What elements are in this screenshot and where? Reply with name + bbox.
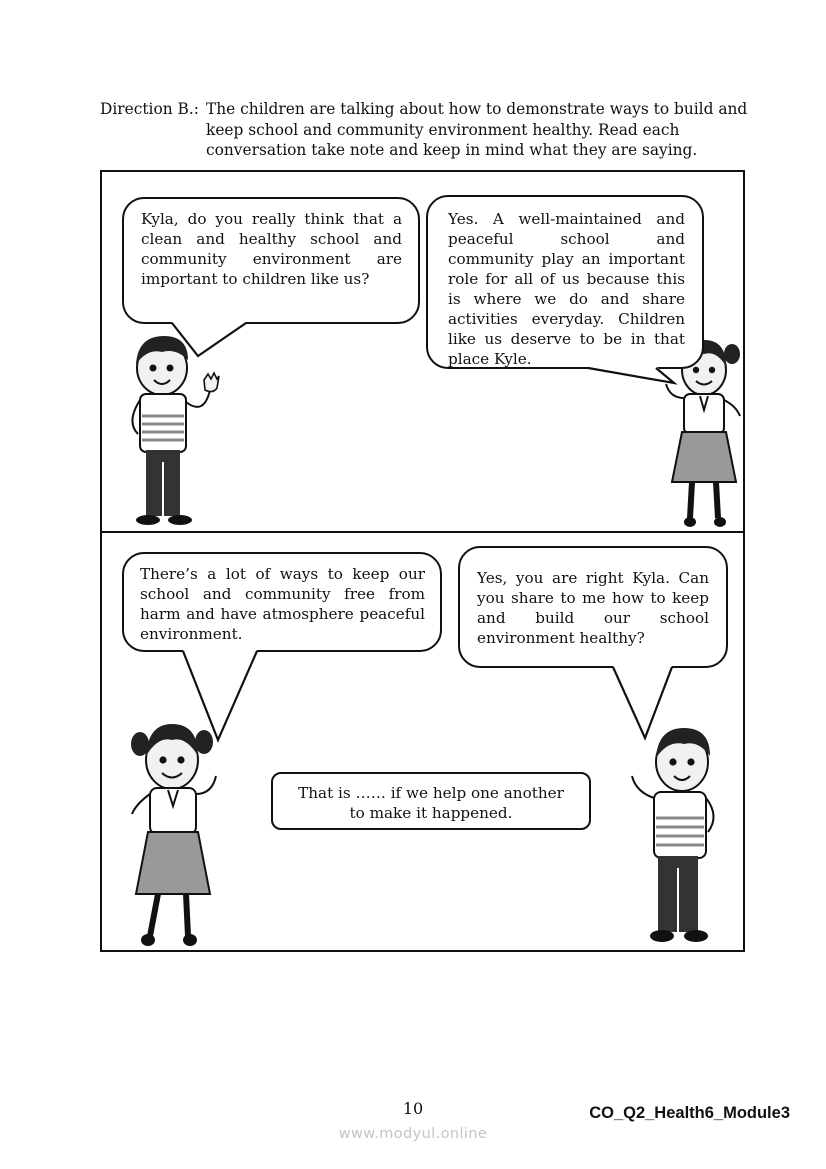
bubble-text: Yes. A well-maintained and peaceful school and community play an important role for all of us because this is where we do and share activities everyday. Children like us deserve to be in that place Kyle. [448,210,685,368]
speech-bubble-girl-top [426,195,704,369]
bubble-text: There’s a lot of ways to keep our school and community free from harm and have atmosphere peaceful environment. [140,565,425,643]
page-number: 10 [402,1099,424,1118]
boy-illustration [624,720,724,950]
direction-line: conversation take note and keep in mind what they are saying. [206,141,698,159]
direction-line: keep school and community environment healthy. Read each [206,120,680,139]
speech-bubble-girl-bottom [122,552,442,652]
watermark: www.modyul.online [338,1126,488,1142]
direction-line: The children are talking about how to demonstrate ways to build and [206,100,748,118]
direction-text [206,99,746,161]
speech-bubble-center [271,772,591,830]
speech-bubble-boy-bottom [458,546,728,668]
direction-label: Direction B.: [100,100,199,118]
bubble-text: That is …… if we help one another to make it happened. [298,784,564,822]
boy-illustration [124,330,224,530]
bubble-text: Kyla, do you really think that a clean and healthy school and community environment are important to children like us? [141,210,402,288]
girl-illustration [124,714,234,950]
module-code: CO_Q2_Health6_Module3 [589,1104,790,1122]
speech-bubble-boy-top [122,197,420,324]
bubble-text: Yes, you are right Kyla. Can you share to me how to keep and build our school environment healthy? [477,569,709,647]
